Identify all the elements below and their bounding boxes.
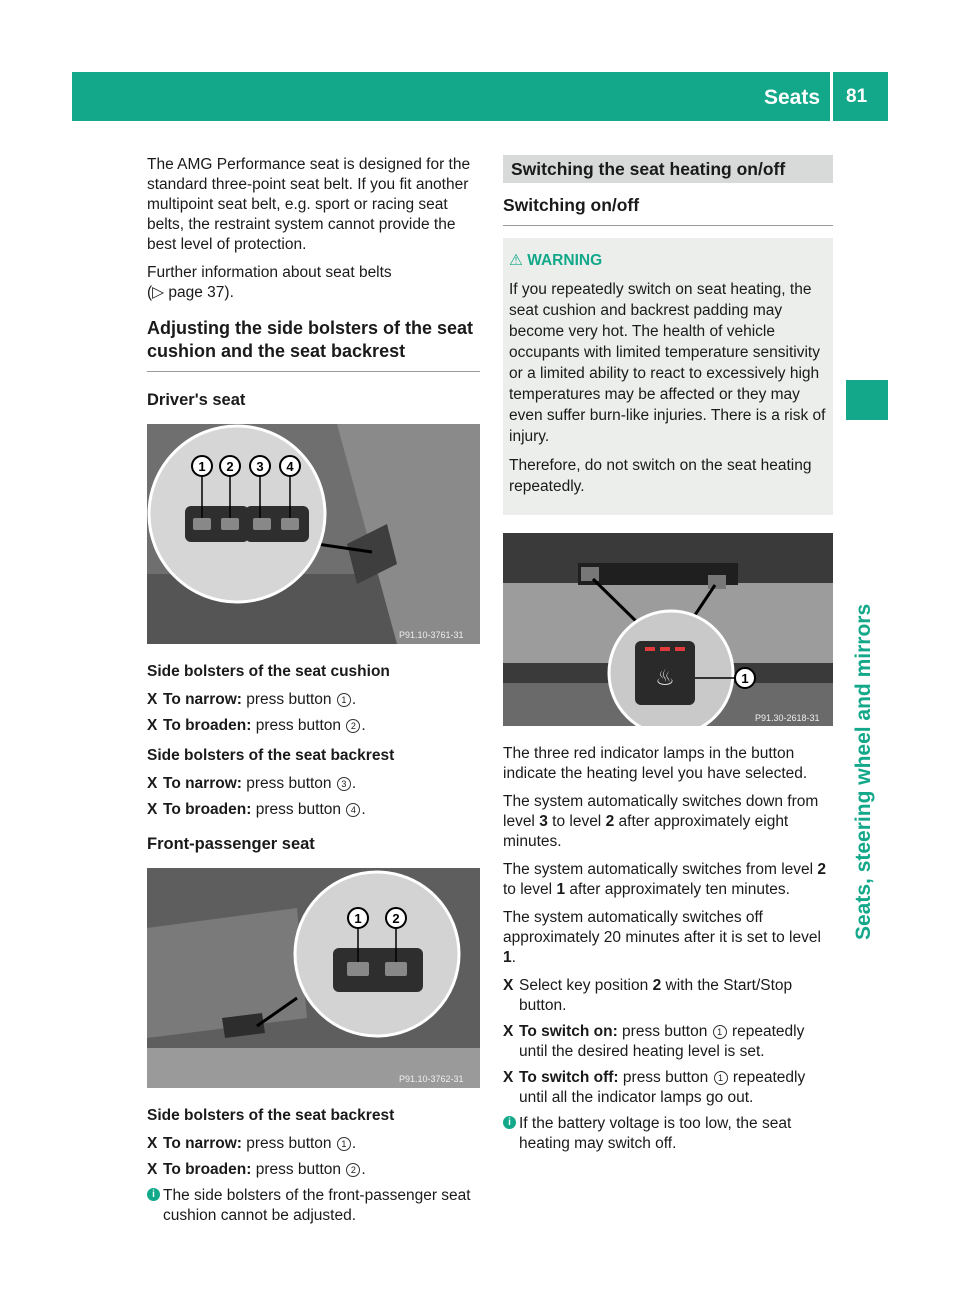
step-marker-icon: X <box>147 1135 158 1152</box>
step-passenger-narrow: X To narrow: press button 1 . <box>147 1135 357 1152</box>
page-reference-link[interactable]: (▷ page 37). <box>147 284 234 301</box>
seat-heating-button-photo <box>503 533 833 726</box>
warning-advice: Therefore, do not switch on the seat heating repeatedly. <box>509 457 812 495</box>
step-backrest-broaden: X To broaden: press button 4 . <box>147 801 366 818</box>
info-icon: i <box>503 1116 516 1129</box>
svg-text:3: 3 <box>256 459 264 474</box>
subheading: Switching on/off <box>503 195 833 226</box>
svg-text:1: 1 <box>198 459 206 474</box>
passenger-backrest-heading: Side bolsters of the seat backrest <box>147 1107 395 1124</box>
step-switch-on: X To switch on: press button 1 repeatedly until the desired heating level is set. <box>503 1023 805 1060</box>
callout-3 <box>250 456 270 476</box>
switch-off-paragraph: The system automatically switches off approximately 20 minutes after it is set to level 1. <box>503 909 821 966</box>
svg-text:4: 4 <box>286 459 294 474</box>
callout-2 <box>220 456 240 476</box>
svg-text:2: 2 <box>392 911 400 926</box>
svg-text:2: 2 <box>226 459 234 474</box>
warning-text: If you repeatedly switch on seat heating, the seat cushion and backrest padding may become very hot. The health of vehicle occupants with limited temperature sensitivity or a limited ability to react to excessively high temperatures may be affected or they may even suffer burn-like injuries. There is a risk of injury. <box>509 281 826 445</box>
step-marker-icon: X <box>503 1023 514 1040</box>
callout-1 <box>735 668 755 688</box>
callout-2 <box>386 908 406 928</box>
callout-1 <box>192 456 212 476</box>
step-marker-icon: X <box>503 977 514 994</box>
step-backrest-narrow: X To narrow: press button 3 . <box>147 775 357 792</box>
intro-paragraph: The AMG Performance seat is designed for the standard three-point seat belt. If you fit another multipoint seat belt, e.g. sport or racing seat belts, the restraint system cannot provide the best level of protection. <box>147 156 471 253</box>
seat-heating-icon: ♨ <box>655 666 675 691</box>
image-code: P91.10-3762-31 <box>399 1074 464 1084</box>
image-code: P91.10-3761-31 <box>399 630 464 640</box>
passenger-seat-photo <box>147 868 480 1088</box>
step-marker-icon: X <box>147 775 158 792</box>
callout-1 <box>348 908 368 928</box>
warning-title: ⚠ WARNING <box>509 252 603 269</box>
cushion-heading: Side bolsters of the seat cushion <box>147 663 390 680</box>
callout-4 <box>280 456 300 476</box>
step-key-position: X Select key position 2 with the Start/Stop button. <box>503 977 793 1014</box>
step-marker-icon: X <box>147 691 158 708</box>
info-icon: i <box>147 1188 160 1201</box>
further-info: Further information about seat belts (▷ page 37). <box>147 264 392 301</box>
chapter-title: Seats, steering wheel and mirrors <box>852 603 875 940</box>
svg-text:1: 1 <box>354 911 362 926</box>
step-cushion-broaden: X To broaden: press button 2 . <box>147 717 366 734</box>
left-column <box>147 155 480 1232</box>
header-separator <box>830 72 833 121</box>
step-cushion-narrow: X To narrow: press button 1 . <box>147 691 357 708</box>
passenger-seat-heading: Front-passenger seat <box>147 835 315 853</box>
step-marker-icon: X <box>147 801 158 818</box>
drivers-seat-heading: Driver's seat <box>147 391 246 409</box>
switch-down-2-paragraph: The system automatically switches from level 2 to level 1 after approximately ten minutes. <box>503 861 827 898</box>
svg-text:1: 1 <box>741 671 749 686</box>
section-heading: Adjusting the side bolsters of the seat cushion and the seat backrest <box>147 317 480 372</box>
chapter-tab <box>846 380 888 420</box>
drivers-seat-photo <box>147 424 480 644</box>
step-switch-off: X To switch off: press button 1 repeatedly until all the indicator lamps go out. <box>503 1069 806 1106</box>
warning-triangle-icon: ⚠ <box>509 252 523 269</box>
step-marker-icon: X <box>147 717 158 734</box>
section-title: Seats <box>764 86 821 109</box>
battery-info-note: i If the battery voltage is too low, the seat heating may switch off. <box>503 1114 833 1154</box>
switch-down-paragraph: The system automatically switches down from level 3 to level 2 after approximately eight minutes. <box>503 793 819 850</box>
right-column <box>503 155 833 1160</box>
step-passenger-broaden: X To broaden: press button 2 . <box>147 1161 366 1178</box>
page-number: 81 <box>846 86 868 107</box>
step-marker-icon: X <box>503 1069 514 1086</box>
image-code: P91.30-2618-31 <box>755 713 820 723</box>
section-bar: Switching the seat heating on/off <box>503 155 833 183</box>
lamps-paragraph: The three red indicator lamps in the button indicate the heating level you have selected. <box>503 745 808 782</box>
info-note: i The side bolsters of the front-passenger seat cushion cannot be adjusted. <box>147 1186 480 1226</box>
step-marker-icon: X <box>147 1161 158 1178</box>
warning-box <box>503 238 833 515</box>
backrest-heading: Side bolsters of the seat backrest <box>147 747 395 764</box>
